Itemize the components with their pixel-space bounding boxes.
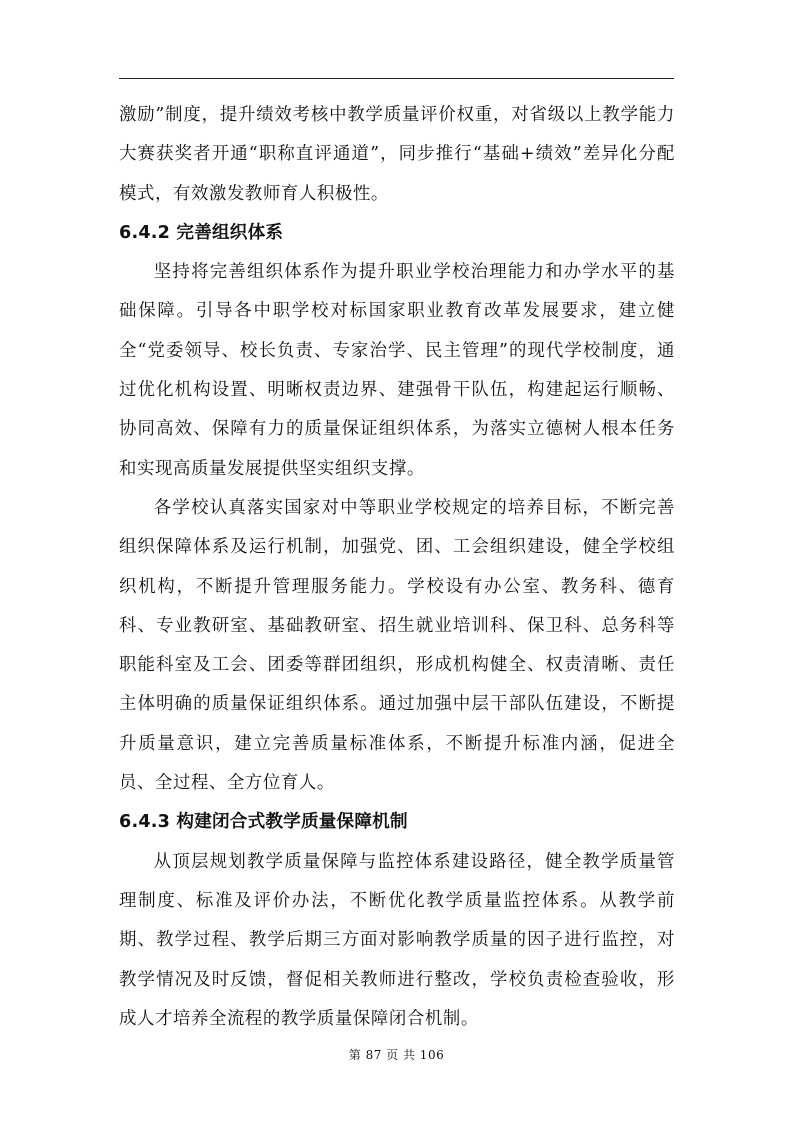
section-heading-6-4-2: 6.4.2 完善组织体系 xyxy=(119,222,284,243)
header-rule xyxy=(119,78,674,79)
paragraph-organization-1: 坚持将完善组织体系作为提升职业学校治理能力和办学水平的基础保障。引导各中职学校对标国家职业教育改革发展要求，建立健全“党委领导、校长负责、专家治学、民主管理”的现代学校制度，通过优化机构设置、明晰权责边界、建强骨干队伍，构建起运行顺畅、协同高效、保障有力的质量保证组织体系，为落实立德树人根本任务和实现高质量发展提供坚实组织支撑。 xyxy=(119,262,675,479)
paragraph-continuation: 激励”制度，提升绩效考核中教学质量评价权重，对省级以上教学能力大赛获奖者开通“职称直评通道”，同步推行“基础+绩效”差异化分配模式，有效激发教师育人积极性。 xyxy=(119,105,675,204)
section-heading-6-4-3: 6.4.3 构建闭合式教学质量保障机制 xyxy=(119,812,408,833)
paragraph-quality-mechanism: 从顶层规划教学质量保障与监控体系建设路径，健全教学质量管理制度、标准及评价办法，不断优化教学质量监控体系。从教学前期、教学过程、教学后期三方面对影响教学质量的因子进行监控，对教学情况及时反馈，督促相关教师进行整改，学校负责检查验收，形成人才培养全流程的教学质量保障闭合机制。 xyxy=(119,851,675,1029)
page-footer: 第 87 页 共 106 xyxy=(348,1048,445,1062)
paragraph-organization-2: 各学校认真落实国家对中等职业学校规定的培养目标，不断完善组织保障体系及运行机制，加强党、团、工会组织建设，健全学校组织机构，不断提升管理服务能力。学校设有办公室、教务科、德育科、专业教研室、基础教研室、招生就业培训科、保卫科、总务科等职能科室及工会、团委等群团组织，形成机构健全、权责清晰、责任主体明确的质量保证组织体系。通过加强中层干部队伍建设，不断提升质量意识，建立完善质量标准体系，不断提升标准内涵，促进全员、全过程、全方位育人。 xyxy=(119,497,675,794)
page-content xyxy=(119,96,675,1039)
